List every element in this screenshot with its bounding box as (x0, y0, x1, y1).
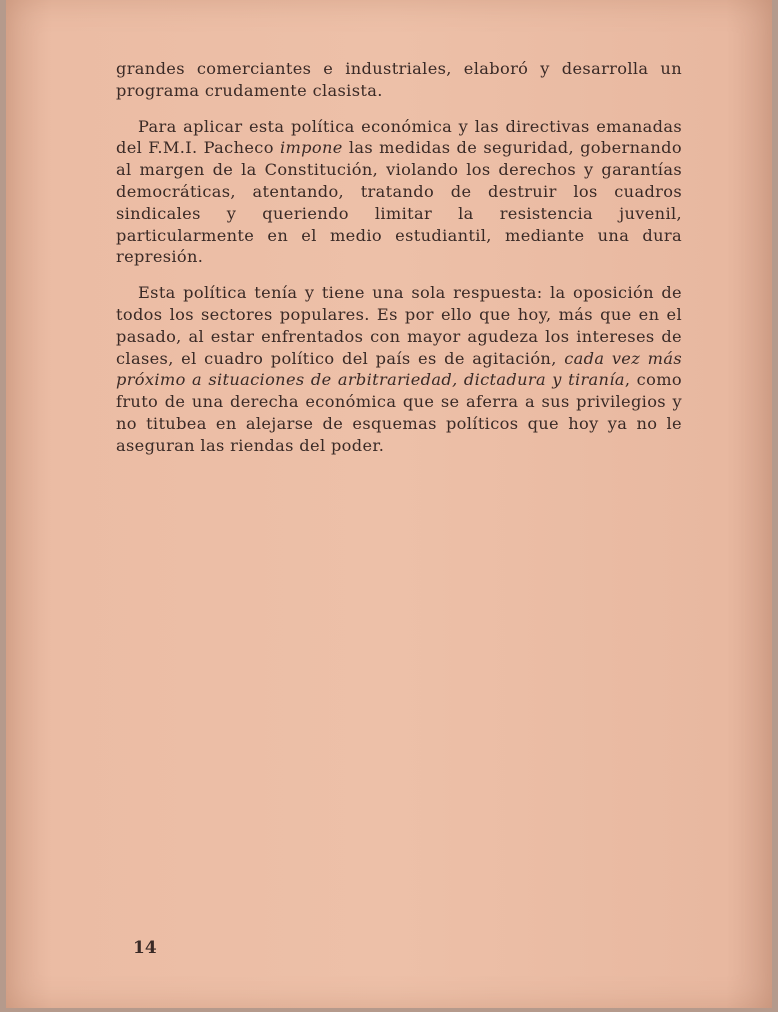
paragraph-2-emphasis: impone (279, 138, 343, 158)
paragraph-3-emphasis: cada vez más próximo a situaciones de arbitrariedad, dictadura y tiranía (116, 348, 682, 390)
book-page (6, 0, 772, 1008)
paragraph-2-text-b: las medidas de seguridad, gobernando al margen de la Constitución, violando los derechos y garantías democráticas, atentando, tratando de destruir los cuadros sindicales y queriendo limitar la resistencia juvenil, particularmente en el medio estudiantil, mediante una dura represión. (116, 138, 682, 267)
paragraph-1-text: grandes comerciantes e industriales, elaboró y desarrolla un programa crudamente clasista. (116, 59, 682, 100)
paragraph-1 (116, 58, 682, 102)
paragraph-2-text-a: Para aplicar esta política económica y las directivas emanadas del F.M.I. Pacheco (116, 116, 682, 158)
paragraph-3 (116, 282, 682, 456)
paragraph-2 (116, 116, 682, 269)
paragraph-3-text-b: , como fruto de una derecha económica que se aferra a sus privilegios y no titubea en alejarse de esquemas políticos que hoy ya no le aseguran las riendas del poder. (116, 370, 682, 455)
paragraph-3-text-a: Esta política tenía y tiene una sola respuesta: la oposición de todos los sectores populares. Es por ello que hoy, más que en el pasado, al estar enfrentados con mayor agudeza los intereses de clases, el cuadro político del país es de agitación, (116, 283, 682, 368)
page-number: 14 (133, 938, 157, 958)
body-text (116, 58, 682, 471)
